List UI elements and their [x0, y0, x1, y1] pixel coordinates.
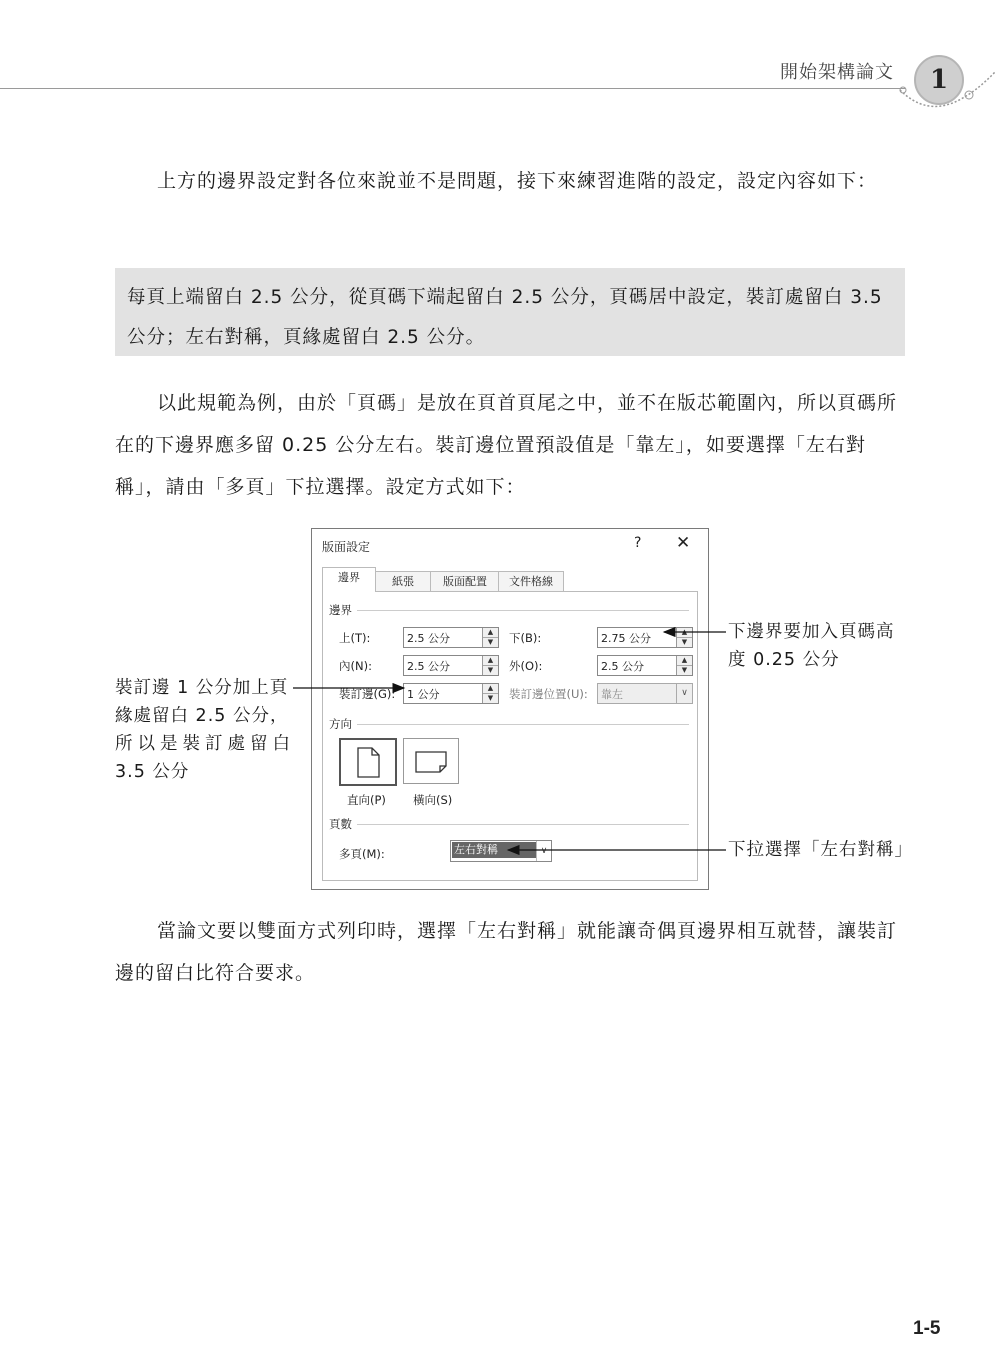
annotation-gutter-4: 3.5 公分 — [115, 762, 190, 782]
portrait-label: 直向(P) — [347, 793, 386, 807]
annotation-bottom-margin-1: 下邊界要加入頁碼高 — [728, 622, 895, 642]
tab-paper[interactable]: 紙張 — [374, 571, 432, 592]
gutter-label: 裝訂邊(G): — [339, 687, 396, 701]
chevron-down-icon: ∨ — [676, 684, 692, 703]
pages-group-label: 頁數 — [329, 817, 352, 831]
spec-text: 每頁上端留白 2.5 公分，從頁碼下端起留白 2.5 公分，頁碼居中設定，裝訂處留白 3.5 公分；左右對稱，頁緣處留白 2.5 公分。 — [127, 287, 883, 348]
paragraph-explanation: 以此規範為例，由於「頁碼」是放在頁首頁尾之中，並不在版芯範圍內，所以頁碼所在的下邊界應多留 0.25 公分左右。裝訂邊位置預設值是「靠左」，如要選擇「左右對稱」，請由「多頁」下拉選擇。設定方式如下： — [115, 392, 898, 498]
top-margin-label: 上(T): — [339, 631, 371, 645]
bottom-margin-label: 下(B): — [509, 631, 542, 645]
spin-down-icon[interactable]: ▼ — [483, 665, 498, 675]
tab-layout[interactable]: 版面配置 — [430, 571, 500, 592]
gutter-position-label: 裝訂邊位置(U): — [509, 687, 588, 701]
tab-margins[interactable]: 邊界 — [322, 567, 376, 592]
chapter-number-badge: 1 — [914, 55, 964, 105]
multiple-pages-select[interactable]: 左右對稱 ∨ — [450, 840, 552, 862]
spin-up-icon[interactable]: ▲ — [487, 684, 494, 692]
annotation-multiple-pages: 下拉選擇「左右對稱」 — [728, 840, 913, 860]
spin-down-icon[interactable]: ▼ — [483, 637, 498, 647]
paragraph-conclusion: 當論文要以雙面方式列印時，選擇「左右對稱」就能讓奇偶頁邊界相互就替，讓裝訂邊的留白比符合要求。 — [115, 920, 898, 984]
annotation-gutter-3: 所以是裝訂處留白 — [115, 734, 295, 754]
spin-up-icon[interactable]: ▲ — [487, 628, 494, 636]
spin-up-icon[interactable]: ▲ — [487, 656, 494, 664]
chevron-down-icon[interactable]: ∨ — [536, 841, 551, 861]
dialog-title: 版面設定 — [322, 540, 371, 554]
spin-up-icon[interactable]: ▲ — [681, 656, 688, 664]
inside-margin-input[interactable]: 2.5 公分 ▲ ▼ — [403, 655, 499, 676]
outside-margin-label: 外(O): — [509, 659, 543, 673]
spin-down-icon[interactable]: ▼ — [677, 637, 692, 647]
help-icon[interactable]: ? — [634, 535, 642, 551]
annotation-gutter-1: 裝訂邊 1 公分加上頁 — [115, 678, 289, 698]
annotation-gutter-2: 緣處留白 2.5 公分， — [115, 706, 289, 726]
page-number: 1-5 — [913, 1318, 941, 1339]
gutter-position-select: 靠左 ∨ — [597, 683, 693, 704]
orientation-group-label: 方向 — [329, 717, 352, 731]
margins-group-label: 邊界 — [329, 603, 352, 617]
tab-document-grid[interactable]: 文件格線 — [498, 571, 564, 592]
landscape-label: 橫向(S) — [413, 793, 453, 807]
spin-down-icon[interactable]: ▼ — [483, 693, 498, 703]
gutter-input[interactable]: 1 公分 ▲ ▼ — [403, 683, 499, 704]
close-icon[interactable]: ✕ — [676, 533, 691, 553]
multiple-pages-label: 多頁(M): — [339, 847, 385, 861]
outside-margin-input[interactable]: 2.5 公分 ▲ ▼ — [597, 655, 693, 676]
spin-up-icon[interactable]: ▲ — [681, 628, 688, 636]
bottom-margin-input[interactable]: 2.75 公分 ▲ ▼ — [597, 627, 693, 648]
paragraph-intro: 上方的邊界設定對各位來說並不是問題，接下來練習進階的設定，設定內容如下： — [157, 170, 878, 192]
top-margin-input[interactable]: 2.5 公分 ▲ ▼ — [403, 627, 499, 648]
annotation-bottom-margin-2: 度 0.25 公分 — [728, 650, 840, 670]
inside-margin-label: 內(N): — [339, 659, 372, 673]
chapter-title: 開始架構論文 — [780, 62, 894, 83]
spin-down-icon[interactable]: ▼ — [677, 665, 692, 675]
